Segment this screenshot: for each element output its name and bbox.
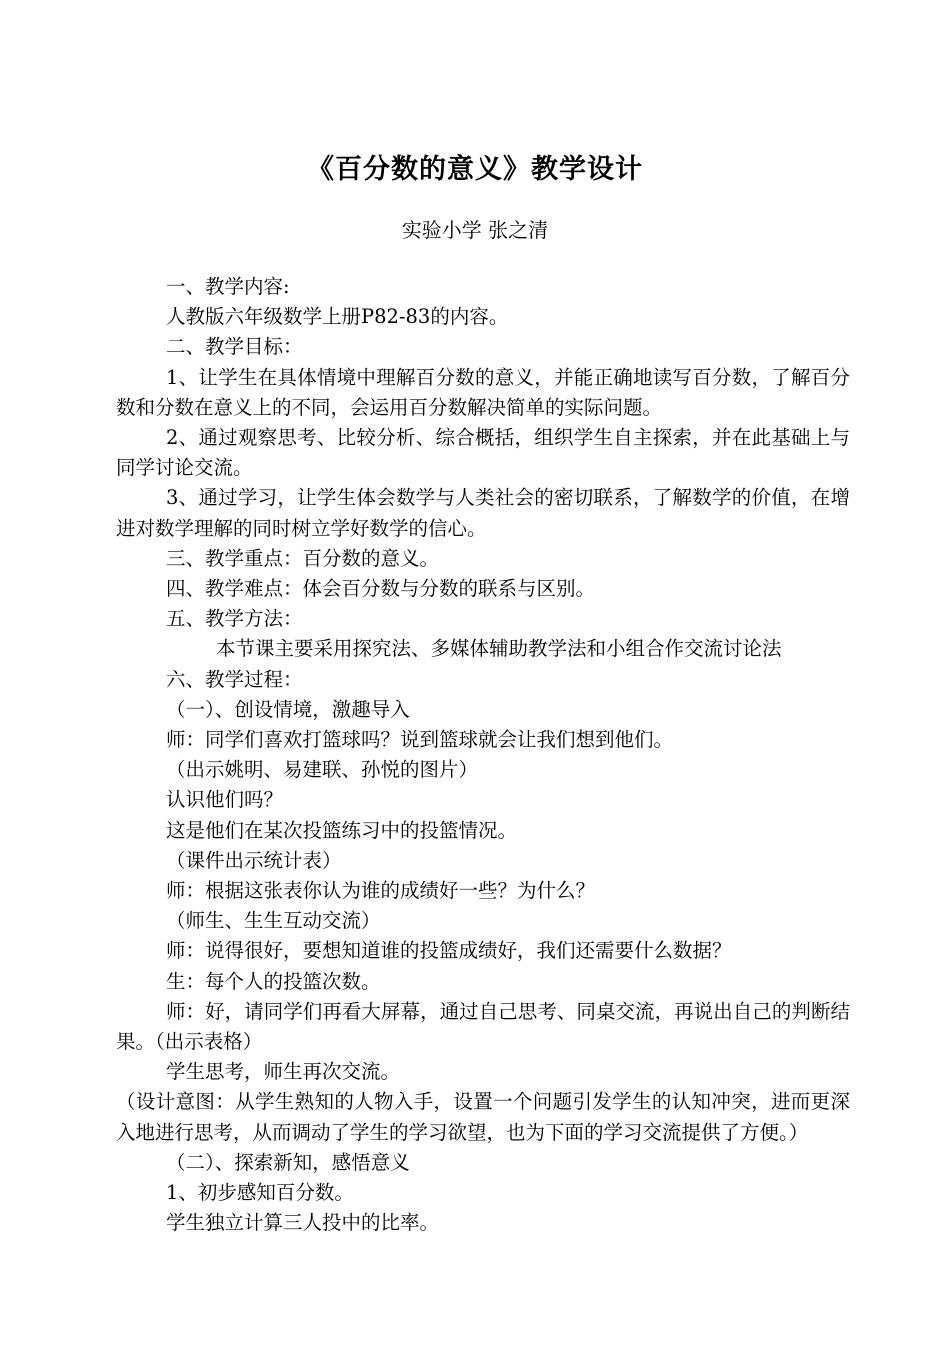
paragraph: （师生、生生互动交流） [166,909,381,933]
document-body [116,272,850,1239]
paragraph: （出示姚明、易建联、孙悦的图片） [166,758,479,782]
paragraph: 生：每个人的投篮次数。 [166,969,381,993]
paragraph: 师：说得很好，要想知道谁的投篮成绩好，我们还需要什么数据？ [166,939,732,963]
paragraph: 师：根据这张表你认为谁的成绩好一些？为什么？ [166,879,596,903]
paragraph: 1、初步感知百分数。 [166,1181,354,1205]
paragraph: 学生思考，师生再次交流。 [166,1060,401,1084]
section-heading-key-point: 三、教学重点：百分数的意义。 [166,546,440,570]
section-heading-content: 一、教学内容: [166,275,290,298]
subsection-heading: （一）、创设情境，激趣导入 [166,697,410,721]
section-heading-goals: 二、教学目标： [166,335,303,359]
paragraph: 这是他们在某次投篮练习中的投篮情况。 [166,818,518,842]
paragraph: 本节课主要采用探究法、多媒体辅助教学法和小组合作交流讨论法 [216,637,782,661]
paragraph: 学生独立计算三人投中的比率。 [166,1211,440,1235]
paragraph: 3、通过学习，让学生体会数学与人类社会的密切联系，了解数学的价值，在增进对数学理解的同时树立学好数学的信心。 [116,486,850,540]
subsection-heading: （二）、探索新知，感悟意义 [166,1150,410,1174]
paragraph: （课件出示统计表） [166,848,342,872]
paragraph: 师：同学们喜欢打篮球吗？说到篮球就会让我们想到他们。 [166,728,674,752]
section-heading-difficulty: 四、教学难点：体会百分数与分数的联系与区别。 [166,577,596,601]
document-author: 实验小学 张之清 [401,218,549,242]
section-heading-process: 六、教学过程： [166,667,303,691]
design-intent-note: （设计意图：从学生熟知的人物入手，设置一个问题引发学生的认知冲突，进而更深入地进行思考，从而调动了学生的学习欲望，也为下面的学习交流提供了方便。） [116,1090,850,1144]
section-heading-method: 五、教学方法： [166,607,303,631]
paragraph: 2、通过观察思考、比较分析、综合概括，组织学生自主探索，并在此基础上与同学讨论交流。 [116,426,850,480]
paragraph: 人教版六年级数学上册P82-83的内容。 [166,305,509,329]
paragraph: 认识他们吗？ [166,788,284,812]
paragraph: 1、让学生在具体情境中理解百分数的意义，并能正确地读写百分数，了解百分数和分数在意义上的不同，会运用百分数解决简单的实际问题。 [116,365,850,419]
paragraph: 师：好，请同学们再看大屏幕，通过自己思考、同桌交流，再说出自己的判断结果。（出示表格） [116,999,850,1054]
document-title: 《百分数的意义》教学设计 [307,154,643,185]
